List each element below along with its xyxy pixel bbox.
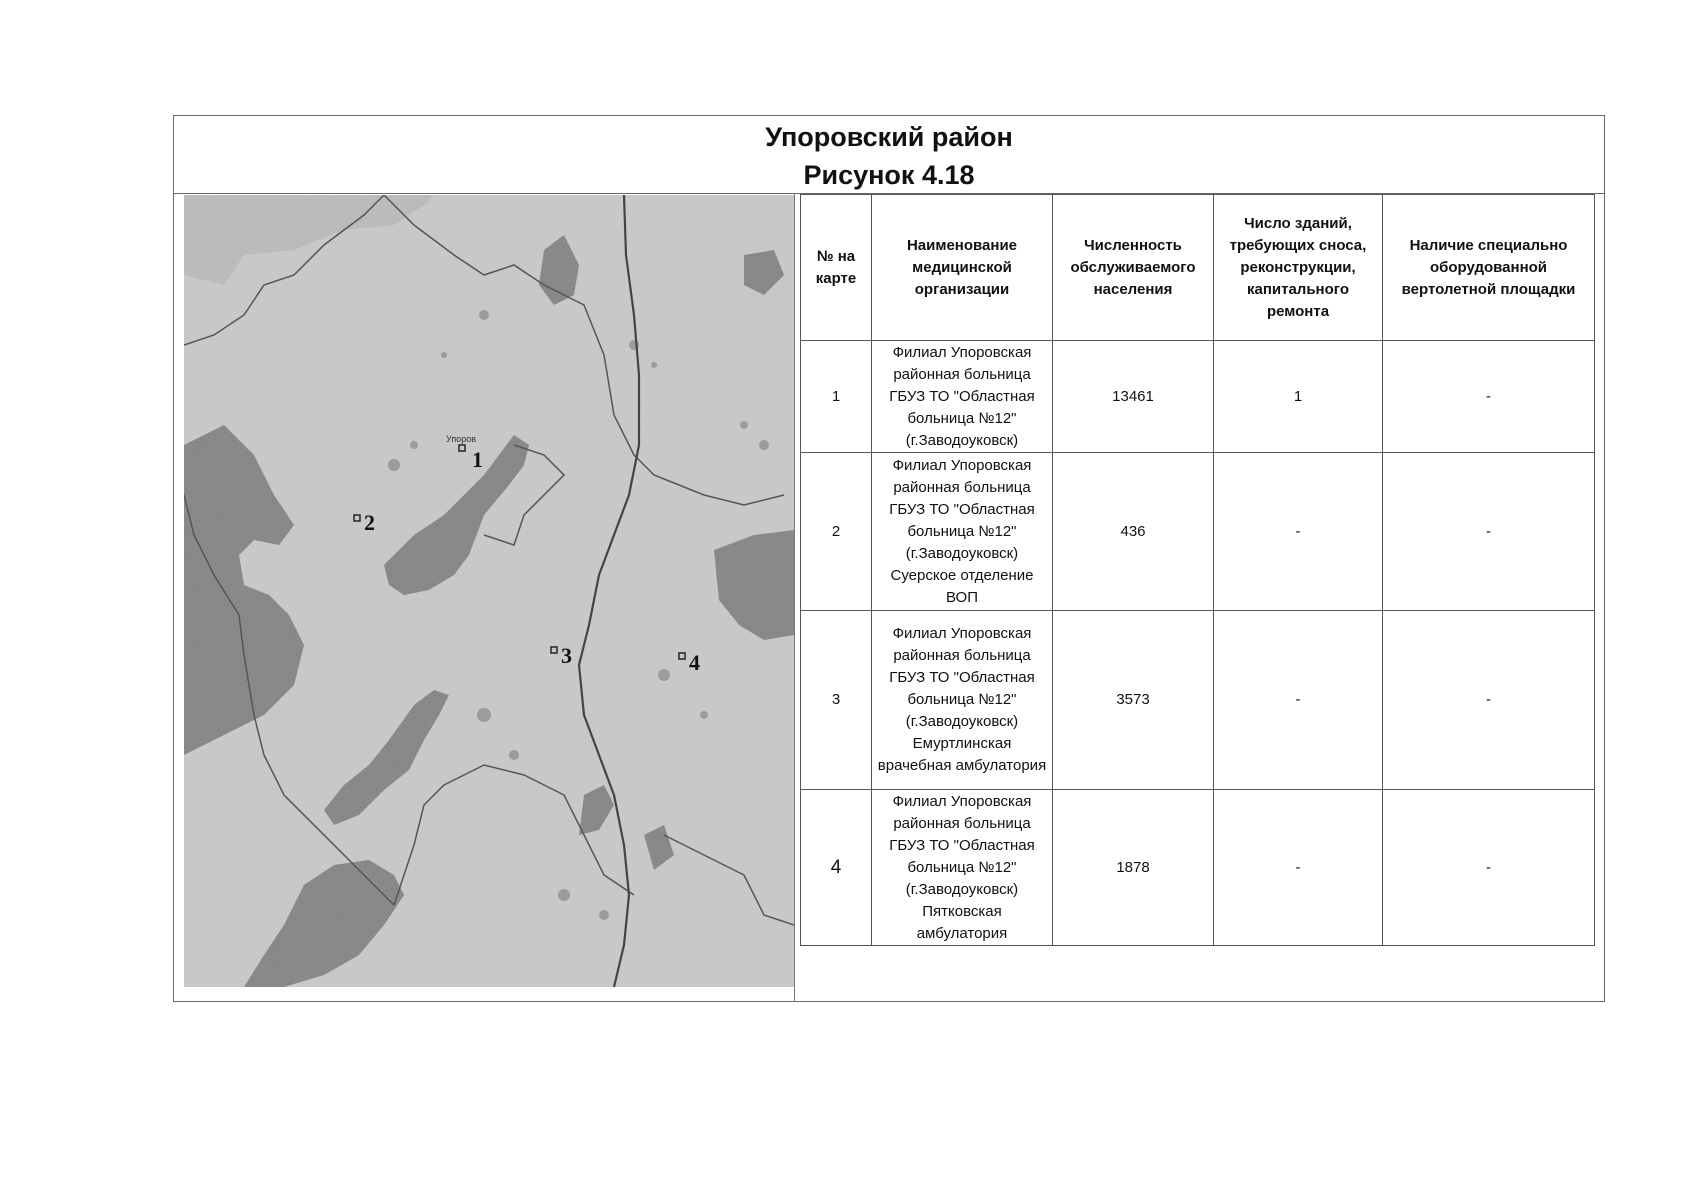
cell-population: 436 (1053, 453, 1214, 611)
cell-org-name: Филиал Упоровская районная больница ГБУЗ ТО "Областная больница №12" (г.Заводоуковск) Суерское отделение ВОП (872, 453, 1053, 611)
map-texture (184, 195, 794, 987)
cell-buildings: 1 (1214, 341, 1383, 453)
header-population: Численность обслуживаемого населения (1053, 195, 1214, 341)
district-title: Упоровский район (765, 122, 1013, 152)
cell-population: 3573 (1053, 611, 1214, 790)
cell-org-name: Филиал Упоровская районная больница ГБУЗ ТО "Областная больница №12" (г.Заводоуковск) Емуртлинская врачебная амбулатория (872, 611, 1053, 790)
cell-helipad: - (1383, 790, 1595, 946)
figure-header (174, 116, 1604, 194)
header-helipad: Наличие специально оборудованной вертолетной площадки (1383, 195, 1595, 341)
cell-helipad: - (1383, 611, 1595, 790)
facilities-table (800, 194, 1595, 946)
settlement-label: Упоров (446, 434, 476, 444)
cell-map-number: 2 (801, 453, 872, 611)
marker-4-label: 4 (689, 650, 700, 675)
cell-helipad: - (1383, 453, 1595, 611)
cell-map-number: 3 (801, 611, 872, 790)
table-row (801, 790, 1595, 946)
figure-frame (173, 115, 1605, 1002)
cell-helipad: - (1383, 341, 1595, 453)
header-map-number: № на карте (801, 195, 872, 341)
cell-population: 13461 (1053, 341, 1214, 453)
cell-buildings: - (1214, 790, 1383, 946)
marker-3-label: 3 (561, 643, 572, 668)
figure-caption: Рисунок 4.18 (803, 160, 975, 190)
marker-2-label: 2 (364, 510, 375, 535)
map-cell (174, 194, 795, 1002)
header-buildings: Число зданий, требующих сноса, реконструкции, капитального ремонта (1214, 195, 1383, 341)
cell-buildings: - (1214, 611, 1383, 790)
table-header-row (801, 195, 1595, 341)
marker-1-label: 1 (472, 447, 483, 472)
cell-population: 1878 (1053, 790, 1214, 946)
district-map (184, 195, 794, 987)
facilities-table-wrapper (800, 194, 1594, 946)
cell-org-name: Филиал Упоровская районная больница ГБУЗ ТО "Областная больница №12" (г.Заводоуковск) (872, 341, 1053, 453)
cell-buildings: - (1214, 453, 1383, 611)
table-row (801, 611, 1595, 790)
cell-map-number: 4 (801, 790, 872, 946)
table-row (801, 341, 1595, 453)
cell-map-number: 1 (801, 341, 872, 453)
cell-org-name: Филиал Упоровская районная больница ГБУЗ ТО "Областная больница №12" (г.Заводоуковск) Пятковская амбулатория (872, 790, 1053, 946)
header-org-name: Наименование медицинской организации (872, 195, 1053, 341)
table-row (801, 453, 1595, 611)
